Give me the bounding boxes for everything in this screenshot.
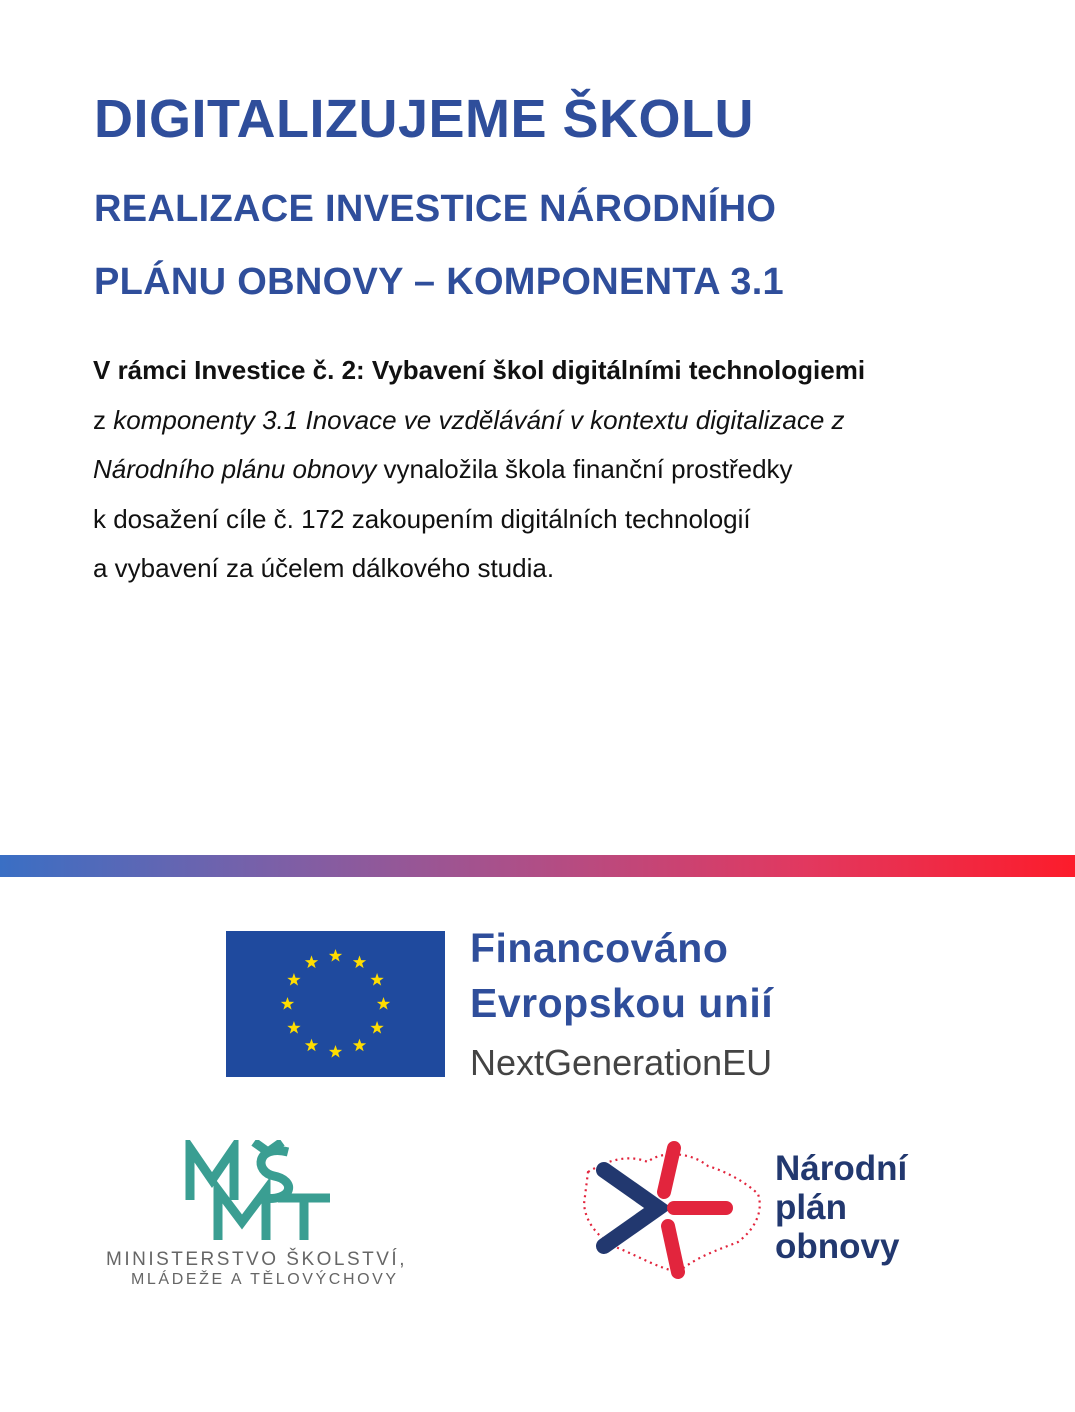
npo-name-line-3: obnovy <box>775 1227 900 1266</box>
msmt-name-line-1: MINISTERSTVO ŠKOLSTVÍ, <box>106 1249 407 1270</box>
body-line-4: k dosažení cíle č. 172 zakoupením digitálních technologií <box>93 504 751 534</box>
eu-flag-icon <box>226 931 445 1077</box>
gradient-divider <box>0 855 1075 877</box>
body-line-5: a vybavení za účelem dálkového studia. <box>93 553 555 583</box>
body-line-2-italic: komponenty 3.1 Inovace ve vzdělávání v kontextu digitalizace z <box>113 405 845 435</box>
eu-financed-line-2: Evropskou unií <box>470 980 774 1026</box>
body-line-2 <box>93 405 845 436</box>
subtitle-line-2: PLÁNU OBNOVY – KOMPONENTA 3.1 <box>94 261 784 303</box>
body-line-1: V rámci Investice č. 2: Vybavení škol digitálními technologiemi <box>93 355 866 385</box>
body-line-2-prefix: z <box>93 405 114 435</box>
page-title: DIGITALIZUJEME ŠKOLU <box>94 89 755 149</box>
eu-financed-line-1: Financováno <box>470 925 729 971</box>
subtitle-line-1: REALIZACE INVESTICE NÁRODNÍHO <box>94 188 777 230</box>
body-line-3 <box>93 454 793 485</box>
msmt-name-line-2: MLÁDEŽE A TĚLOVÝCHOVY <box>131 1271 399 1288</box>
npo-logo-icon <box>578 1132 768 1287</box>
body-line-3-rest: vynaložila škola finanční prostředky <box>376 454 793 484</box>
body-line-3-italic: Národního plánu obnovy <box>93 454 377 484</box>
npo-name-line-1: Národní <box>775 1149 908 1188</box>
msmt-logo-icon <box>184 1140 334 1245</box>
next-generation-eu: NextGenerationEU <box>470 1042 773 1083</box>
npo-name-line-2: plán <box>775 1188 847 1227</box>
